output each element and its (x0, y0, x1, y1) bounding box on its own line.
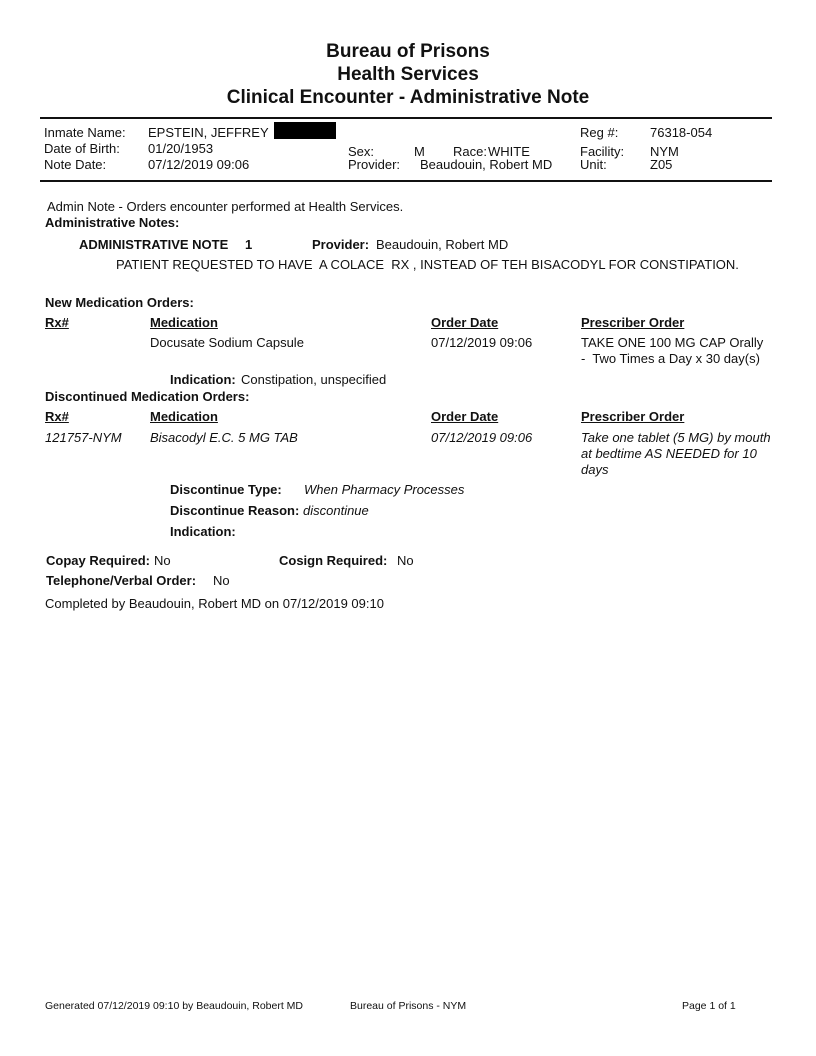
dob-value: 01/20/1953 (148, 141, 214, 156)
new-col-rx: Rx# (45, 315, 69, 330)
note-date-value: 07/12/2019 09:06 (148, 157, 250, 172)
header-line-1: Bureau of Prisons (326, 41, 490, 62)
redaction-block (274, 122, 336, 139)
inmate-name: EPSTEIN, JEFFREY (148, 125, 269, 140)
admin-intro: Admin Note - Orders encounter performed at Health Services. (47, 199, 404, 214)
footer-generated: Generated 07/12/2019 09:10 by Beaudouin, Robert MD (45, 1000, 304, 1012)
disc-order-line-3: days (581, 462, 609, 477)
new-orders-heading: New Medication Orders: (45, 295, 194, 310)
disc-order-line-1: Take one tablet (5 MG) by mouth (581, 430, 771, 445)
disc-col-prescriber-order: Prescriber Order (581, 409, 685, 424)
copay-label: Copay Required: (46, 553, 151, 568)
inmate-name-label: Inmate Name: (44, 125, 126, 140)
completed-by: Completed by Beaudouin, Robert MD on 07/12/2019 09:10 (45, 596, 384, 611)
new-col-order-date: Order Date (431, 315, 499, 330)
new-indication-label: Indication: (170, 372, 236, 387)
disc-order-line-2: at bedtime AS NEEDED for 10 (581, 446, 757, 461)
provider-value: Beaudouin, Robert MD (420, 157, 553, 172)
disc-indication-label: Indication: (170, 524, 236, 539)
telephone-verbal-label: Telephone/Verbal Order: (46, 573, 197, 588)
top-divider (40, 117, 772, 119)
demographics-divider (40, 180, 772, 182)
telephone-verbal-value: No (213, 573, 230, 588)
sex-label: Sex: (348, 144, 375, 159)
new-order-date: 07/12/2019 09:06 (431, 335, 533, 350)
reg-label: Reg #: (580, 125, 619, 140)
disc-medication: Bisacodyl E.C. 5 MG TAB (150, 430, 298, 445)
note-date-label: Note Date: (44, 157, 107, 172)
discontinue-reason-value: discontinue (303, 503, 369, 518)
disc-col-order-date: Order Date (431, 409, 499, 424)
dob-label: Date of Birth: (44, 141, 120, 156)
facility-label: Facility: (580, 144, 625, 159)
facility-value: NYM (650, 144, 679, 159)
unit-value: Z05 (650, 157, 673, 172)
new-order-line-2: - Two Times a Day x 30 day(s) (581, 351, 760, 366)
disc-col-rx: Rx# (45, 409, 69, 424)
admin-note-number: 1 (245, 237, 253, 252)
cosign-value: No (397, 553, 414, 568)
disc-order-date: 07/12/2019 09:06 (431, 430, 533, 445)
header-line-2: Health Services (337, 64, 479, 85)
provider-label: Provider: (348, 157, 401, 172)
admin-provider-label: Provider: (312, 237, 370, 252)
new-col-medication: Medication (150, 315, 218, 330)
footer-page-number: Page 1 of 1 (682, 1000, 736, 1012)
page-title: Clinical Encounter - Administrative Note (226, 87, 590, 108)
race-value: WHITE (488, 144, 530, 159)
admin-note-text: PATIENT REQUESTED TO HAVE A COLACE RX , INSTEAD OF TEH BISACODYL FOR CONSTIPATION. (116, 257, 739, 272)
new-medication: Docusate Sodium Capsule (150, 335, 304, 350)
discontinue-type-label: Discontinue Type: (170, 482, 282, 497)
new-col-prescriber-order: Prescriber Order (581, 315, 685, 330)
race-label: Race: (453, 144, 487, 159)
admin-notes-heading: Administrative Notes: (45, 215, 180, 230)
sex-value: M (414, 144, 425, 159)
footer-org: Bureau of Prisons - NYM (350, 1000, 467, 1012)
disc-rx-value: 121757-NYM (45, 430, 122, 445)
discontinue-reason-label: Discontinue Reason: (170, 503, 300, 518)
admin-note-label: ADMINISTRATIVE NOTE (79, 237, 229, 252)
disc-orders-heading: Discontinued Medication Orders: (45, 389, 250, 404)
disc-col-medication: Medication (150, 409, 218, 424)
admin-provider-value: Beaudouin, Robert MD (376, 237, 509, 252)
cosign-label: Cosign Required: (279, 553, 388, 568)
new-indication-value: Constipation, unspecified (241, 372, 387, 387)
new-order-line-1: TAKE ONE 100 MG CAP Orally (581, 335, 764, 350)
unit-label: Unit: (580, 157, 607, 172)
reg-value: 76318-054 (650, 125, 713, 140)
discontinue-type-value: When Pharmacy Processes (304, 482, 465, 497)
copay-value: No (154, 553, 171, 568)
